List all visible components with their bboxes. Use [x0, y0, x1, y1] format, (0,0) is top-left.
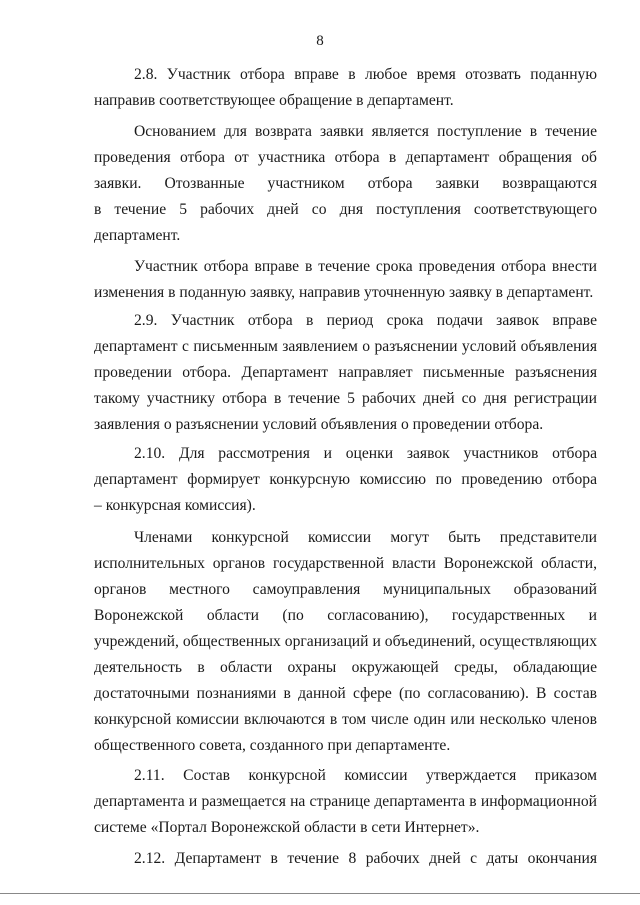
text-line: системе «Портал Воронежской области в сети Интернет».	[94, 819, 480, 836]
text-line: деятельность в области охраны окружающей среды, обладающие	[94, 659, 597, 676]
text-line: Участник отбора вправе в течение срока проведения отбора внести	[134, 258, 597, 275]
text-line: общественного совета, созданного при департаменте.	[94, 737, 451, 754]
text-line: заявки. Отозванные участником отбора заявки возвращаются	[94, 175, 597, 192]
text-line: департамента и размещается на странице департамента в информационной	[94, 793, 597, 810]
text-line: Воронежской области (по согласованию), государственных и	[94, 607, 597, 624]
text-line: 2.8. Участник отбора вправе в любое время отозвать поданную	[134, 66, 597, 83]
text-line: департамент формирует конкурсную комиссию по проведению отбора	[94, 471, 597, 488]
text-line: заявления о разъяснении условий объявления о проведении отбора.	[94, 416, 544, 433]
text-line: проведения отбора от участника отбора в департамент обращения об	[94, 149, 597, 166]
text-line: конкурсной комиссии включаются в том числе один или несколько членов	[94, 711, 597, 728]
page-number: 8	[316, 33, 324, 49]
text-line: департамент.	[94, 227, 181, 244]
page-bottom-rule	[0, 893, 640, 894]
text-line: – конкурсная комиссия).	[94, 497, 256, 514]
text-line: департамент с письменным заявлением о разъяснении условий объявления	[94, 338, 597, 355]
text-line: 2.12. Департамент в течение 8 рабочих дней с даты окончания	[134, 850, 597, 867]
text-line: 2.9. Участник отбора в период срока подачи заявок вправе	[134, 312, 597, 329]
text-line: учреждений, общественных организаций и объединений, осуществляющих	[94, 633, 597, 650]
text-line: изменения в поданную заявку, направив уточненную заявку в департамент.	[94, 284, 594, 301]
text-line: Основанием для возврата заявки является поступление в течение	[134, 123, 597, 140]
text-line: Членами конкурсной комиссии могут быть представители	[134, 529, 597, 546]
text-line: такому участнику отбора в течение 5 рабочих дней со дня регистрации	[94, 390, 597, 407]
text-line: достаточными познаниями в данной сфере (по согласованию). В состав	[94, 685, 597, 702]
text-line: в течение 5 рабочих дней со дня поступления соответствующего	[94, 201, 597, 218]
text-line: исполнительных органов государственной власти Воронежской области,	[94, 555, 597, 572]
text-line: 2.10. Для рассмотрения и оценки заявок участников отбора	[134, 445, 597, 462]
text-line: проведении отбора. Департамент направляет письменные разъяснения	[94, 364, 597, 381]
text-line: органов местного самоуправления муниципальных образований	[94, 581, 597, 598]
text-line: 2.11. Состав конкурсной комиссии утверждается приказом	[134, 767, 597, 784]
text-line: направив соответствующее обращение в департамент.	[94, 92, 454, 109]
